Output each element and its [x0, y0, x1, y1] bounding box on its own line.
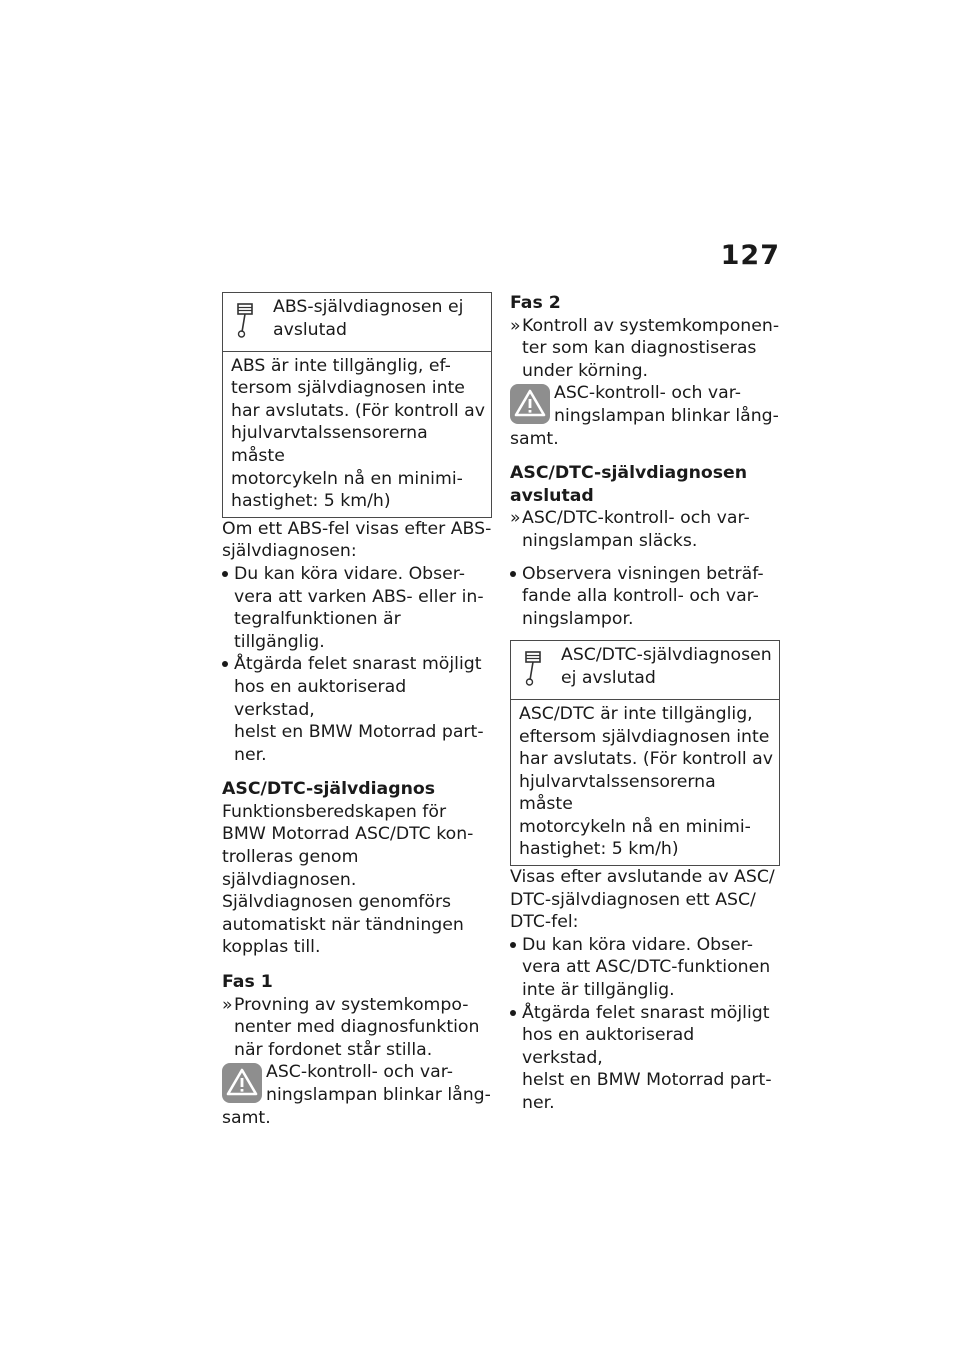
info-box-title: ASC/DTC-självdiagnosen ej avslutad [561, 645, 772, 688]
info-box-body: ASC/DTC är inte tillgänglig, eftersom självdiagnosen inte har avslutats. (För kontroll av hjulvarvtalssensorerna måste motorcykeln nå en minimi- hastighet: 5 km/h) [511, 699, 779, 865]
phase-heading: Fas 1 [222, 972, 273, 993]
engine-piston-icon [519, 650, 553, 695]
info-box-header [511, 641, 779, 699]
info-box-title: ABS-självdiagnosen ej avslutad [273, 297, 464, 340]
warning-triangle-icon [510, 384, 550, 424]
abs-error-intro: Om ett ABS-fel visas efter ABS- självdiagnosen: [222, 518, 492, 562]
phase-heading: Fas 2 [510, 293, 561, 313]
warning-triangle-icon [222, 1063, 262, 1103]
page-number: 127 [720, 240, 780, 271]
list-item: Observera visningen beträf- fande alla kontroll- och var- ningslampor. [510, 563, 780, 631]
right-column [510, 292, 780, 1115]
left-column [222, 292, 492, 1129]
list-item: Du kan köra vidare. Obser- vera att varken ABS- eller in- tegralfunktionen är tillgänglig. [222, 563, 492, 653]
abs-info-box [222, 292, 492, 518]
step-item: » ASC/DTC-kontroll- och var- ningslampan släcks. [510, 507, 780, 552]
asc-dtc-error-intro: Visas efter avslutande av ASC/ DTC-självdiagnosen ett ASC/ DTC-fel: [510, 867, 775, 933]
step-item: » Kontroll av systemkomponen- ter som kan diagnostiseras under körning. [510, 315, 780, 383]
section-heading: ASC/DTC-självdiagnosen avslutad [510, 463, 748, 506]
section-heading: ASC/DTC-självdiagnos [222, 779, 436, 800]
warning-note: ASC-kontroll- och var- ningslampan blinkar lång- samt. [222, 1062, 491, 1128]
warning-note: ASC-kontroll- och var- ningslampan blinkar lång- samt. [510, 383, 779, 449]
section-paragraph: Funktionsberedskapen för BMW Motorrad ASC/DTC kon- trolleras genom självdiagnosen. Självdiagnosen genomförs automatiskt när tändningen kopplas till. [222, 801, 474, 958]
list-item: Du kan köra vidare. Obser- vera att ASC/DTC-funktionen inte är tillgänglig. [510, 934, 780, 1002]
engine-piston-icon [231, 302, 265, 347]
info-box-body: ABS är inte tillgänglig, ef- tersom självdiagnosen inte har avslutats. (För kontroll av hjulvarvtalssensorerna måste motorcykeln nå en minimi- hastighet: 5 km/h) [223, 351, 491, 517]
list-item: Åtgärda felet snarast möjligt hos en auktoriserad verkstad, helst en BMW Motorrad part- ner. [510, 1002, 780, 1115]
info-box-header [223, 293, 491, 351]
list-item: Åtgärda felet snarast möjligt hos en auktoriserad verkstad, helst en BMW Motorrad part- ner. [222, 653, 492, 766]
step-item: » Provning av systemkompo- nenter med diagnosfunktion när fordonet står stilla. [222, 994, 492, 1062]
asc-dtc-info-box [510, 640, 780, 866]
